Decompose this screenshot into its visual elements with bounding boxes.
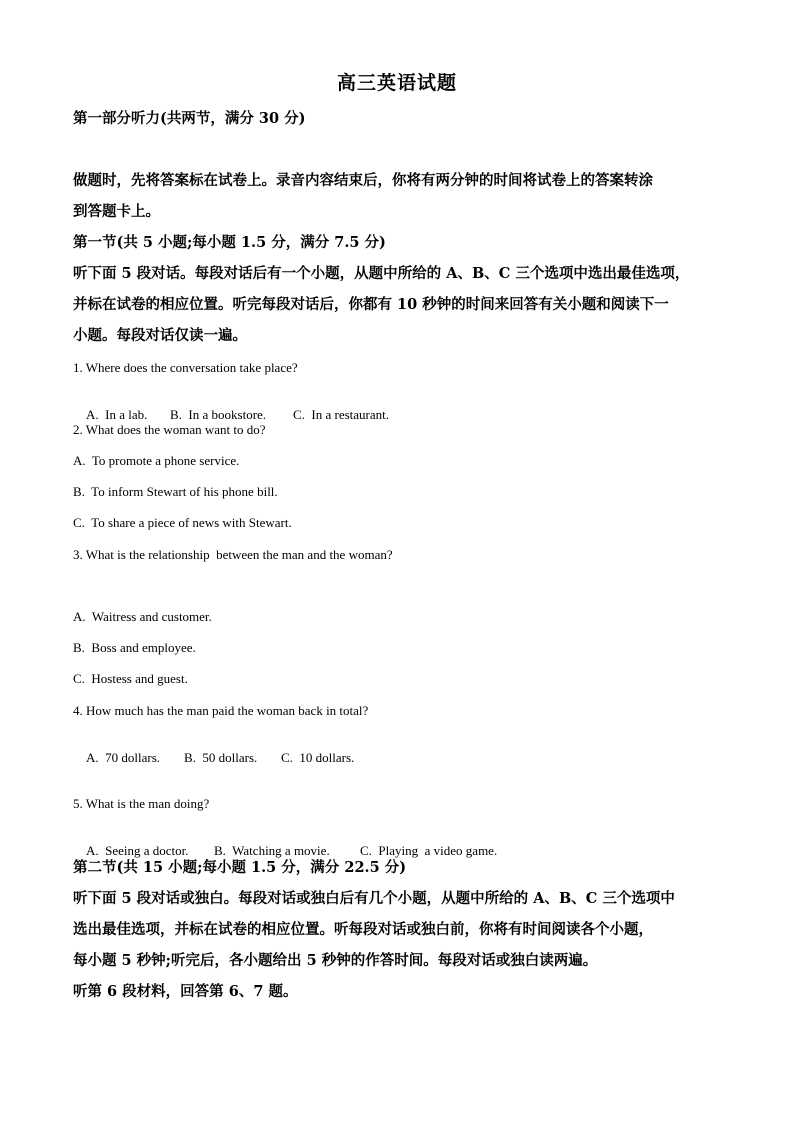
page-title: 高三英语试题	[336, 72, 457, 94]
section2-heading: 第二节(共 15 小题;每小题 1.5 分，满分 22.5 分)	[73, 859, 407, 876]
section1-line-1: 听下面 5 段对话。每段对话后有一个小题，从题中所给的 A、B、C 三个选项中选出最佳选项，	[73, 265, 690, 282]
question-2-option-c: C. To share a piece of news with Stewart.	[73, 515, 292, 530]
question-2-option-a: A. To promote a phone service.	[73, 453, 240, 468]
question-1-stem: 1. Where does the conversation take place?	[73, 360, 298, 375]
question-4-options	[73, 734, 354, 782]
option-b: B. 50 dollars.	[184, 750, 258, 765]
option-b: B. Watching a movie.	[214, 843, 330, 858]
option-c: C. 10 dollars.	[281, 750, 355, 765]
option-a: A. 70 dollars.	[86, 750, 161, 765]
instructions-line-2: 到答题卡上。	[73, 203, 160, 220]
section2-line-4: 听第 6 段材料，回答第 6、7 题。	[73, 983, 298, 1000]
section2-line-1: 听下面 5 段对话或独白。每段对话或独白后有几个小题，从题中所给的 A、B、C 三个选项中	[73, 890, 675, 907]
question-3-option-c: C. Hostess and guest.	[73, 671, 188, 686]
section1-heading: 第一节(共 5 小题;每小题 1.5 分，满分 7.5 分)	[73, 234, 386, 251]
part1-heading: 第一部分听力(共两节，满分 30 分)	[73, 110, 306, 127]
section2-line-2: 选出最佳选项，并标在试卷的相应位置。听每段对话或独白前，你将有时间阅读各个小题，	[73, 921, 653, 938]
option-b: B. In a bookstore.	[170, 407, 267, 422]
question-3-stem: 3. What is the relationship between the man and the woman?	[73, 547, 393, 562]
option-a: A. Seeing a doctor.	[86, 843, 189, 858]
instructions-line-1: 做题时，先将答案标在试卷上。录音内容结束后，你将有两分钟的时间将试卷上的答案转涂	[73, 172, 653, 189]
question-3-option-a: A. Waitress and customer.	[73, 609, 212, 624]
question-2-option-b: B. To inform Stewart of his phone bill.	[73, 484, 278, 499]
option-a: A. In a lab.	[86, 407, 148, 422]
question-5-stem: 5. What is the man doing?	[73, 796, 210, 811]
question-4-stem: 4. How much has the man paid the woman back in total?	[73, 703, 369, 718]
section1-line-2: 并标在试卷的相应位置。听完每段对话后，你都有 10 秒钟的时间来回答有关小题和阅读下一	[73, 296, 669, 313]
question-3-option-b: B. Boss and employee.	[73, 640, 196, 655]
option-c: C. In a restaurant.	[293, 407, 390, 422]
question-2-stem: 2. What does the woman want to do?	[73, 422, 266, 437]
option-c: C. Playing a video game.	[360, 843, 498, 858]
section1-line-3: 小题。每段对话仅读一遍。	[73, 327, 247, 344]
section2-line-3: 每小题 5 秒钟;听完后，各小题给出 5 秒钟的作答时间。每段对话或独白读两遍。	[73, 952, 598, 969]
